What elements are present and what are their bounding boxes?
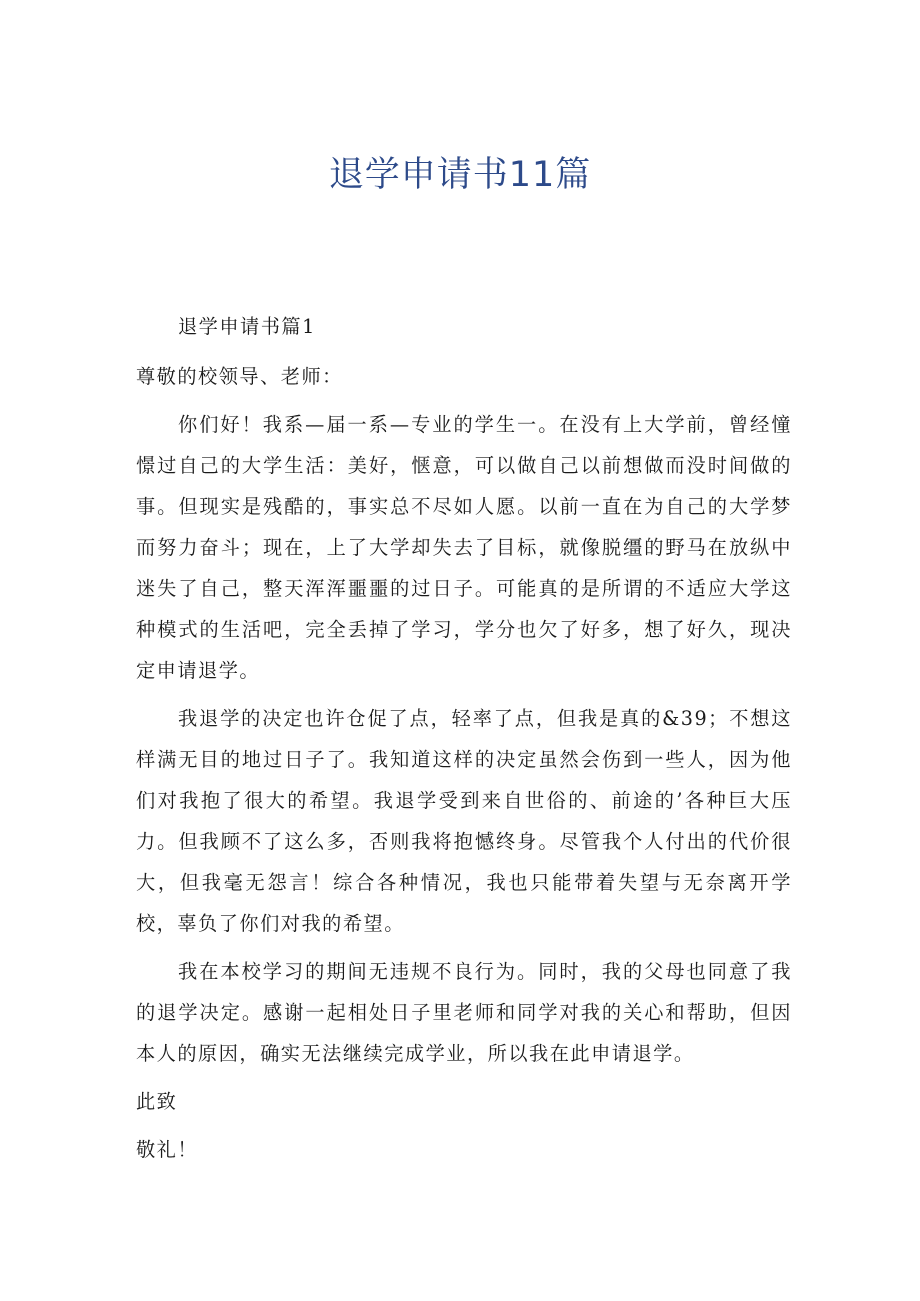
closing-greeting: 此致 [136,1090,178,1113]
closing-salute: 敬礼！ [136,1138,199,1161]
section-heading: 退学申请书篇1 [178,315,316,338]
paragraph-2: 我退学的决定也许仓促了点，轻率了点，但我是真的&39；不想这样满无目的地过日子了。我知道这样的决定虽然会伤到一些人，因为他们对我抱了很大的希望。我退学受到来自世俗的、前途的’各种巨大压力。但我顾不了这么多，否则我将抱憾终身。尽管我个人付出的代价很大，但我毫无怨言！综合各种情况，我也只能带着失望与无奈离开学校，辜负了你们对我的希望。 [136,707,792,935]
letter-body [136,305,792,1177]
document-title: 退学申请书11篇 [328,155,592,195]
paragraph-1: 你们好！我系—届一系—专业的学生一。在没有上大学前，曾经憧憬过自己的大学生活：美好，惬意，可以做自己以前想做而没时间做的事。但现实是残酷的，事实总不尽如人愿。以前一直在为自己的大学梦而努力奋斗；现在，上了大学却失去了目标，就像脱缰的野马在放纵中迷失了自己，整天浑浑噩噩的过日子。可能真的是所谓的不适应大学这种模式的生活吧，完全丢掉了学习，学分也欠了好多，想了好久，现决定申请退学。 [136,413,792,682]
paragraph-3: 我在本校学习的期间无违规不良行为。同时，我的父母也同意了我的退学决定。感谢一起相处日子里老师和同学对我的关心和帮助，但因本人的原因，确实无法继续完成学业，所以我在此申请退学。 [136,960,792,1065]
salutation: 尊敬的校领导、老师： [136,365,343,388]
